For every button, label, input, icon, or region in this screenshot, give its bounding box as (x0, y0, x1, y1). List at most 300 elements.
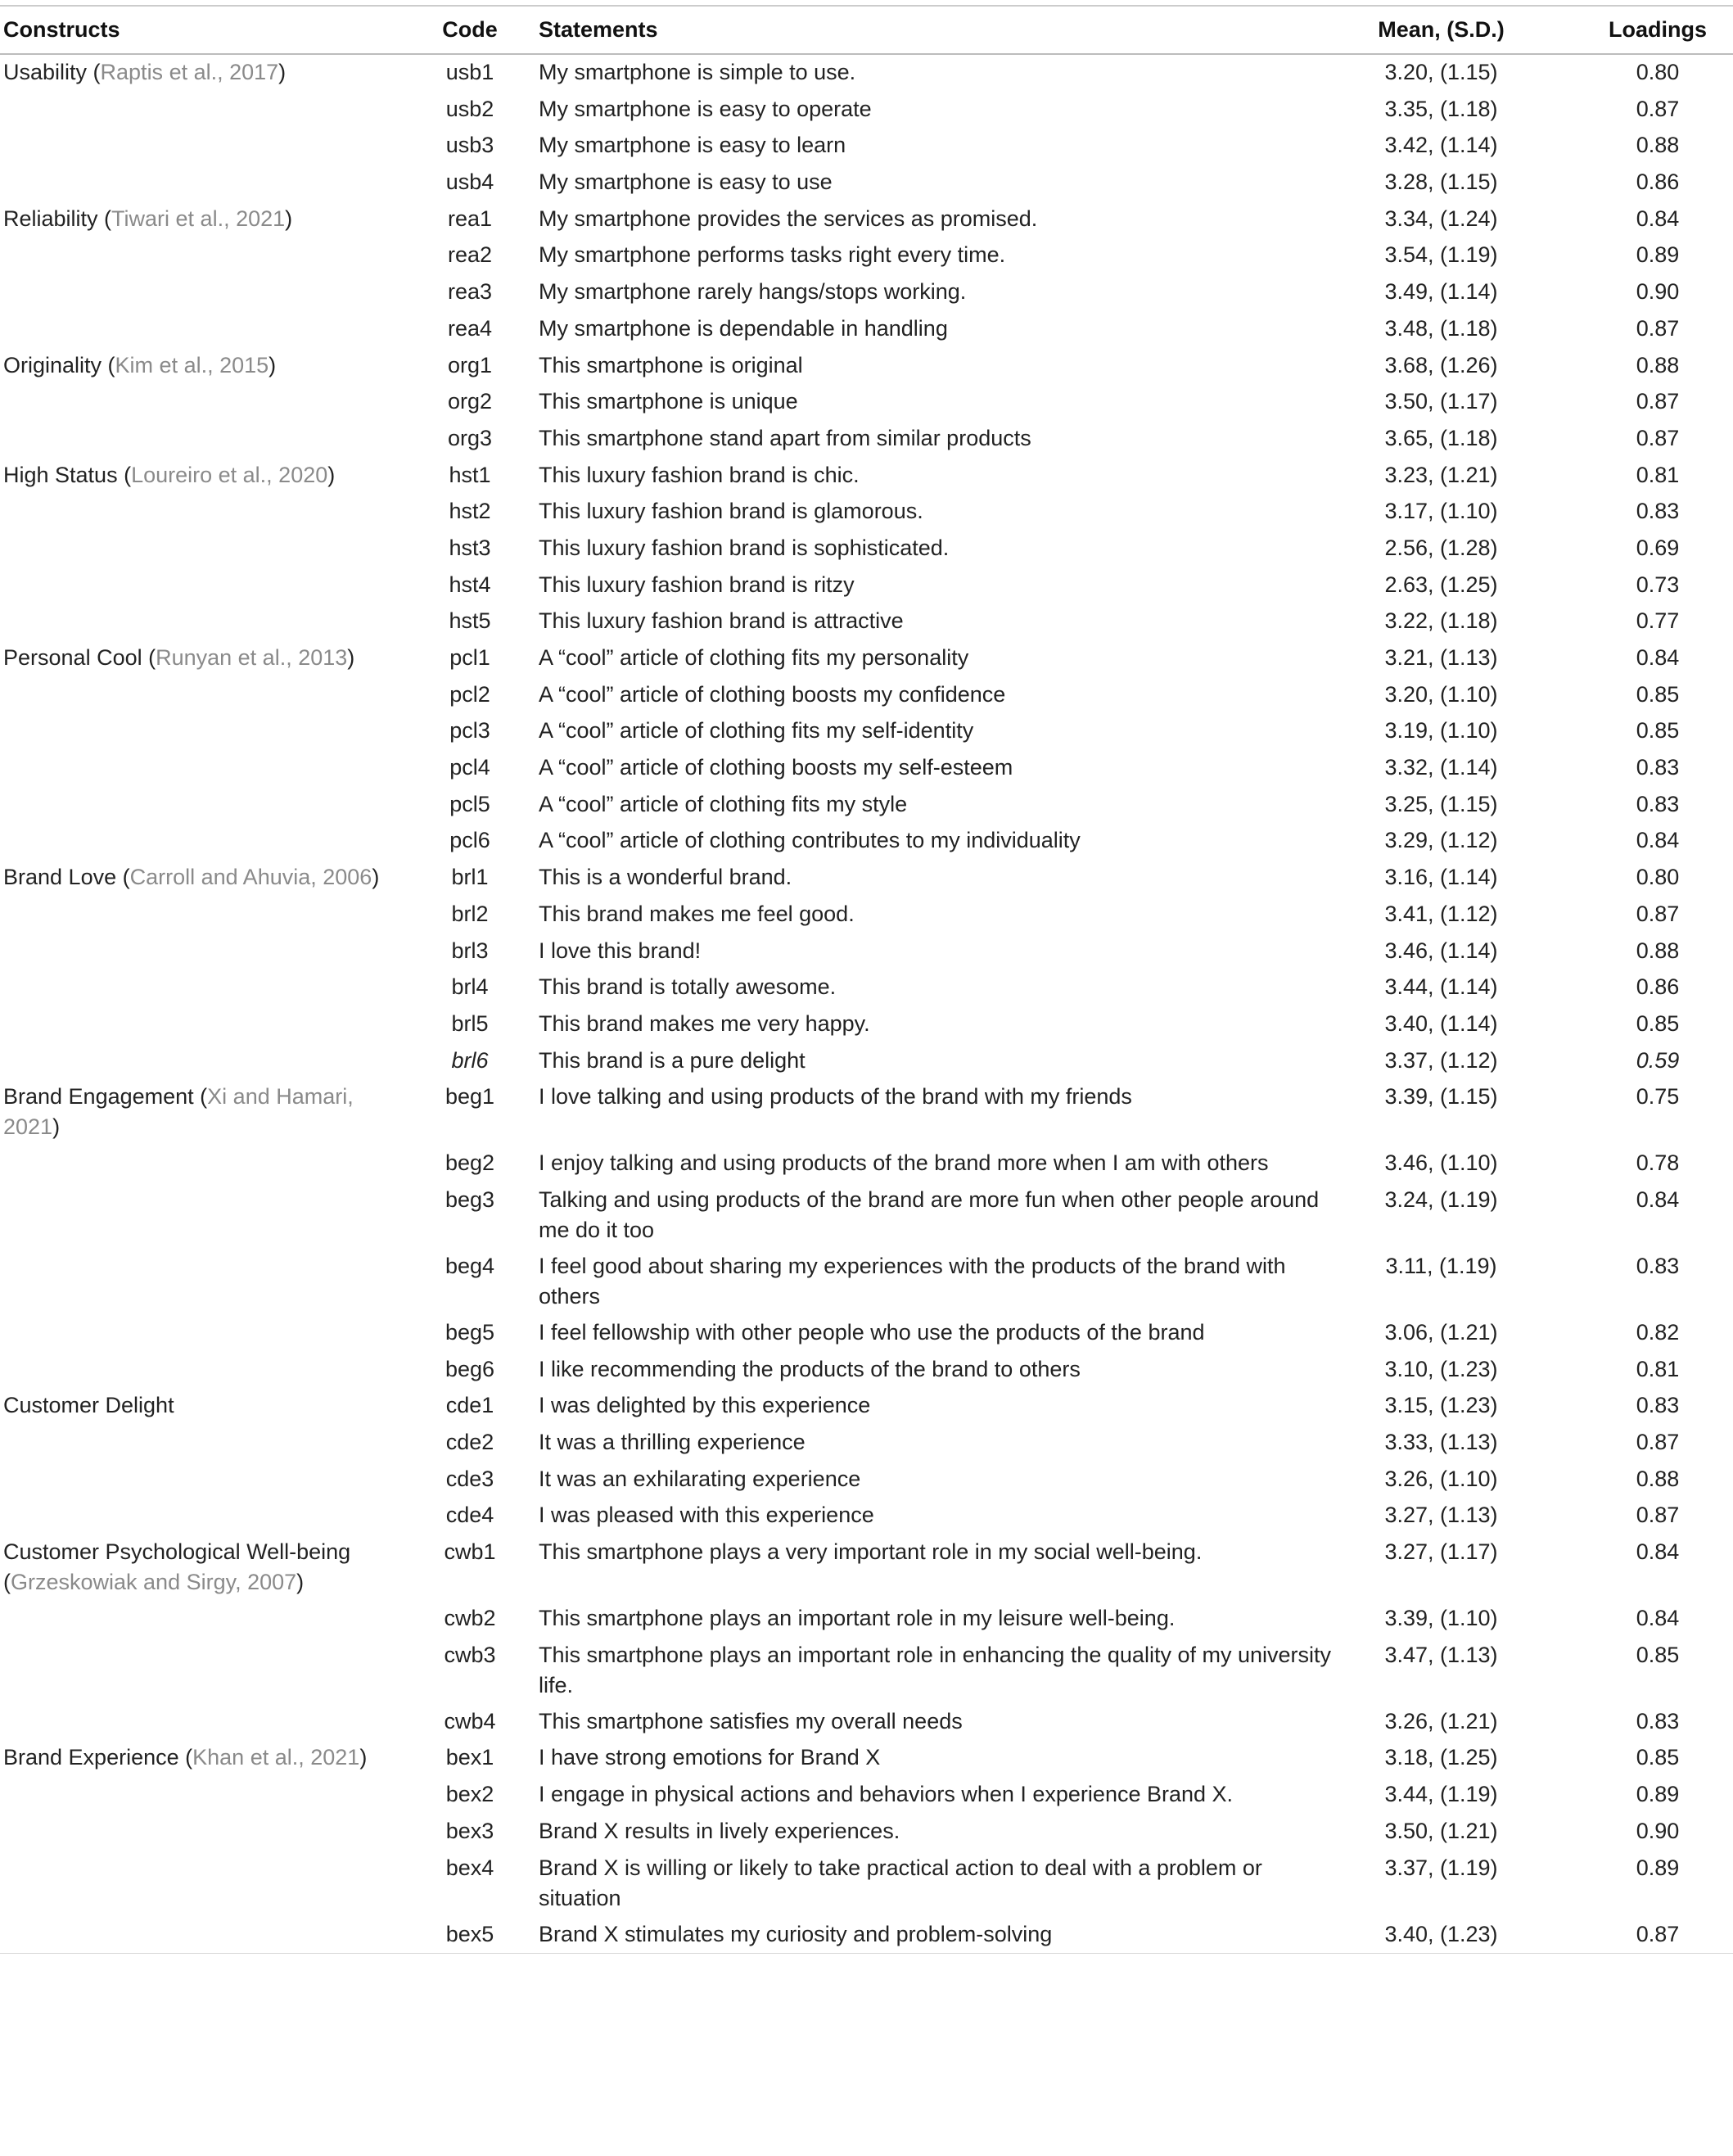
item-loading: 0.85 (1636, 1745, 1680, 1770)
item-code: cwb4 (444, 1708, 496, 1733)
header-statements: Statements (527, 6, 1346, 54)
item-code: org1 (447, 352, 493, 377)
construct-name: High Status (3, 462, 118, 487)
item-code: cwb2 (444, 1606, 496, 1631)
item-code: pcl1 (449, 645, 490, 670)
item-code: bex1 (445, 1745, 494, 1770)
item-statement: A “cool” article of clothing contributes to my individuality (539, 828, 1081, 853)
item-code: rea4 (447, 315, 493, 341)
item-code: bex4 (445, 1855, 494, 1880)
item-statement: My smartphone rarely hangs/stops working. (539, 279, 967, 305)
construct-citation: Raptis et al., 2017 (100, 60, 279, 84)
item-mean-sd: 3.41, (1.12) (1384, 901, 1498, 926)
table-row (0, 750, 1733, 787)
header-constructs: Constructs (0, 6, 413, 54)
construct-citation: Tiwari et al., 2021 (111, 206, 286, 231)
item-mean-sd: 3.44, (1.14) (1384, 974, 1498, 1000)
construct-name: Brand Love (3, 865, 117, 890)
item-mean-sd: 3.20, (1.10) (1384, 681, 1498, 707)
item-statement: My smartphone is easy to learn (539, 133, 846, 158)
item-loading: 0.81 (1636, 462, 1680, 487)
item-loading: 0.90 (1636, 1818, 1680, 1843)
item-statement: This smartphone stand apart from similar products (539, 425, 1031, 450)
item-statement: Talking and using products of the brand are more fun when other people around me do it too (539, 1186, 1320, 1242)
item-statement: My smartphone performs tasks right every time. (539, 242, 1006, 268)
item-loading: 0.82 (1636, 1319, 1680, 1345)
item-loading: 0.73 (1636, 572, 1680, 597)
construct-cell: Brand Experience (Khan et al., 2021) (3, 1745, 368, 1770)
construct-cell (0, 494, 413, 531)
item-loading: 0.75 (1636, 1084, 1680, 1110)
item-loading: 0.89 (1636, 1782, 1680, 1807)
table-row (0, 1352, 1733, 1389)
construct-cell (0, 1814, 413, 1851)
construct-name: Brand Engagement (3, 1084, 194, 1110)
item-code: pcl6 (449, 828, 490, 853)
table-row (0, 1777, 1733, 1814)
item-statement: A “cool” article of clothing fits my personality (539, 645, 969, 670)
construct-cell (0, 713, 413, 750)
construct-cell (0, 1315, 413, 1352)
construct-citation: Carroll and Ahuvia, 2006 (129, 865, 372, 890)
item-loading: 0.84 (1636, 1186, 1680, 1212)
item-loading: 0.87 (1636, 901, 1680, 926)
construct-cell (0, 1851, 413, 1917)
table-row (0, 128, 1733, 165)
item-mean-sd: 3.21, (1.13) (1384, 645, 1498, 670)
item-mean-sd: 3.06, (1.21) (1384, 1319, 1498, 1345)
item-code: cde4 (445, 1503, 494, 1528)
construct-cell (0, 823, 413, 860)
item-mean-sd: 3.26, (1.10) (1384, 1466, 1498, 1491)
item-mean-sd: 3.40, (1.23) (1346, 1917, 1537, 1954)
table-header-row (0, 6, 1733, 54)
item-mean-sd: 3.23, (1.21) (1384, 462, 1498, 487)
item-loading: 0.87 (1636, 425, 1680, 450)
item-statement: A “cool” article of clothing fits my style (539, 791, 908, 816)
construct-name: Usability (3, 60, 88, 84)
item-loading: 0.87 (1636, 96, 1680, 121)
table-row (0, 421, 1733, 458)
item-statement: I like recommending the products of the brand to others (539, 1356, 1081, 1381)
table-row (0, 1315, 1733, 1352)
item-loading: 0.84 (1636, 1606, 1680, 1631)
table-row (0, 567, 1733, 604)
construct-cell (0, 1704, 413, 1741)
construct-citation: Loureiro et al., 2020 (131, 462, 328, 487)
item-mean-sd: 3.48, (1.18) (1384, 315, 1498, 341)
item-statement: This luxury fashion brand is sophisticated. (539, 535, 950, 560)
construct-cell (0, 531, 413, 567)
item-loading: 0.85 (1636, 1010, 1680, 1036)
item-statement: I enjoy talking and using products of the brand more when I am with others (539, 1150, 1269, 1176)
construct-cell (0, 1601, 413, 1638)
item-code: beg5 (445, 1319, 495, 1345)
item-code: bex3 (445, 1818, 494, 1843)
table-row (0, 1182, 1733, 1249)
item-code: usb2 (445, 96, 494, 121)
construct-cell (0, 165, 413, 201)
item-code: hst2 (449, 499, 491, 524)
item-code: beg3 (445, 1186, 495, 1212)
item-statement: A “cool” article of clothing boosts my confidence (539, 681, 1006, 707)
table-row (0, 531, 1733, 567)
item-code: usb3 (445, 133, 494, 158)
construct-name: Customer Psychological Well-being (3, 1539, 351, 1565)
construct-cell (0, 1777, 413, 1814)
item-code: brl1 (451, 865, 489, 890)
item-statement: Brand X stimulates my curiosity and problem-solving (527, 1917, 1346, 1954)
item-code: cwb1 (444, 1539, 496, 1565)
item-mean-sd: 3.20, (1.15) (1384, 60, 1498, 84)
item-loading: 0.85 (1636, 718, 1680, 744)
item-loading: 0.83 (1636, 1708, 1680, 1733)
construct-citation: Runyan et al., 2013 (156, 645, 348, 670)
item-statement: This smartphone plays an important role in enhancing the quality of my university life. (539, 1642, 1331, 1697)
item-code: brl3 (451, 938, 489, 963)
table-row (0, 1851, 1733, 1917)
item-statement: This brand makes me very happy. (539, 1010, 870, 1036)
item-code: org3 (447, 425, 493, 450)
table-row (0, 1535, 1733, 1601)
construct-cell (0, 677, 413, 714)
item-mean-sd: 3.35, (1.18) (1384, 96, 1498, 121)
item-loading: 0.87 (1636, 315, 1680, 341)
item-statement: This brand is totally awesome. (539, 974, 837, 1000)
construct-cell: Reliability (Tiwari et al., 2021) (3, 206, 293, 231)
item-loading: 0.88 (1636, 1466, 1680, 1491)
item-statement: I love this brand! (539, 938, 702, 963)
item-code: cwb3 (444, 1642, 496, 1667)
table-row (0, 677, 1733, 714)
table-row (0, 165, 1733, 201)
construct-cell (0, 1498, 413, 1535)
item-mean-sd: 3.27, (1.13) (1384, 1503, 1498, 1528)
item-statement: I engage in physical actions and behaviors when I experience Brand X. (539, 1782, 1234, 1807)
item-code: beg6 (445, 1356, 495, 1381)
table-row (0, 640, 1733, 677)
item-mean-sd: 3.22, (1.18) (1384, 608, 1498, 634)
item-loading: 0.84 (1636, 1539, 1680, 1565)
item-loading: 0.83 (1636, 1253, 1680, 1278)
item-statement: This luxury fashion brand is attractive (539, 608, 904, 634)
item-loading: 0.88 (1636, 938, 1680, 963)
item-code: brl4 (451, 974, 489, 1000)
item-mean-sd: 3.68, (1.26) (1384, 352, 1498, 377)
construct-name: Brand Experience (3, 1745, 179, 1770)
item-statement: This luxury fashion brand is chic. (539, 462, 860, 487)
item-code: hst4 (449, 572, 491, 597)
item-loading: 0.84 (1636, 828, 1680, 853)
item-code: org2 (447, 389, 493, 414)
table-row (0, 860, 1733, 897)
item-mean-sd: 3.46, (1.10) (1384, 1150, 1498, 1176)
item-mean-sd: 3.50, (1.17) (1384, 389, 1498, 414)
table-row (0, 348, 1733, 385)
construct-cell (0, 128, 413, 165)
table-row (0, 384, 1733, 421)
item-code: bex2 (445, 1782, 494, 1807)
item-code: brl2 (451, 901, 489, 926)
construct-cell: Brand Engagement (Xi and Hamari, 2021) (3, 1084, 354, 1140)
construct-name: Personal Cool (3, 645, 142, 670)
item-code: cde3 (445, 1466, 494, 1491)
item-statement: This smartphone satisfies my overall needs (539, 1708, 963, 1733)
item-loading: 0.87 (1636, 389, 1680, 414)
construct-cell (0, 1146, 413, 1182)
item-mean-sd: 2.63, (1.25) (1384, 572, 1498, 597)
item-mean-sd: 3.49, (1.14) (1384, 279, 1498, 305)
item-code: beg4 (445, 1253, 495, 1278)
item-loading: 0.89 (1636, 1855, 1680, 1880)
table-row (0, 1006, 1733, 1043)
item-loading: 0.78 (1636, 1150, 1680, 1176)
item-code: hst1 (449, 462, 491, 487)
item-loading: 0.90 (1636, 279, 1680, 305)
item-loading: 0.87 (1636, 1503, 1680, 1528)
item-mean-sd: 3.40, (1.14) (1384, 1010, 1498, 1036)
table-body (0, 54, 1733, 1954)
item-code: cde2 (445, 1430, 494, 1454)
construct-cell (0, 787, 413, 824)
item-loading: 0.83 (1636, 791, 1680, 816)
item-statement: This brand makes me feel good. (539, 901, 855, 926)
table-row (0, 1043, 1733, 1080)
construct-cell (0, 750, 413, 787)
table-row (0, 1498, 1733, 1535)
item-statement: It was an exhilarating experience (539, 1466, 861, 1491)
construct-cell (0, 421, 413, 458)
construct-cell (0, 603, 413, 640)
item-mean-sd: 3.46, (1.14) (1384, 938, 1498, 963)
construct-name: Reliability (3, 206, 98, 231)
item-mean-sd: 3.18, (1.25) (1384, 1745, 1498, 1770)
item-code: usb4 (445, 169, 494, 195)
construct-cell (0, 384, 413, 421)
item-statement: This luxury fashion brand is glamorous. (539, 499, 923, 524)
item-statement: My smartphone is simple to use. (539, 60, 856, 84)
table-row (0, 787, 1733, 824)
item-code: beg2 (445, 1150, 495, 1176)
table-row (0, 1425, 1733, 1462)
table-row (0, 1638, 1733, 1704)
item-statement: My smartphone is easy to operate (539, 96, 872, 121)
table-row (0, 1249, 1733, 1315)
table-row (0, 1601, 1733, 1638)
construct-cell (0, 1249, 413, 1315)
item-code: hst3 (449, 535, 491, 560)
item-loading: 0.87 (1636, 1430, 1680, 1454)
item-mean-sd: 3.37, (1.12) (1384, 1047, 1498, 1073)
construct-cell (0, 1043, 413, 1080)
item-code: bex5 (413, 1917, 527, 1954)
table-row (0, 494, 1733, 531)
construct-cell (0, 1388, 413, 1425)
item-loading: 0.83 (1636, 499, 1680, 524)
item-loading: 0.69 (1636, 535, 1680, 560)
item-loading: 0.86 (1636, 974, 1680, 1000)
item-code: pcl3 (449, 718, 490, 744)
construct-name: Originality (3, 352, 102, 377)
construct-cell: Brand Love (Carroll and Ahuvia, 2006) (3, 865, 380, 890)
item-loading: 0.84 (1636, 206, 1680, 231)
construct-cell (0, 1638, 413, 1704)
construct-cell (0, 1425, 413, 1462)
item-loading: 0.81 (1636, 1356, 1680, 1381)
item-statement: My smartphone is dependable in handling (539, 315, 948, 341)
item-mean-sd: 3.17, (1.10) (1384, 499, 1498, 524)
item-code: rea3 (447, 279, 493, 305)
item-mean-sd: 3.19, (1.10) (1384, 718, 1498, 744)
table-row (0, 823, 1733, 860)
construct-cell (0, 567, 413, 604)
item-loading: 0.84 (1636, 645, 1680, 670)
header-mean-sd: Mean, (S.D.) (1346, 6, 1537, 54)
table-row (0, 54, 1733, 92)
table-row (0, 458, 1733, 495)
construct-cell: Customer Psychological Well-being (Grzeskowiak and Sirgy, 2007) (3, 1539, 351, 1595)
item-statement: A “cool” article of clothing fits my self-identity (539, 718, 974, 744)
table-row (0, 311, 1733, 348)
construct-cell (0, 970, 413, 1006)
item-statement: Brand X is willing or likely to take practical action to deal with a problem or situation (539, 1855, 1262, 1910)
item-code: rea1 (447, 206, 493, 231)
construct-cell (0, 311, 413, 348)
item-code: usb1 (445, 60, 494, 84)
item-statement: I love talking and using products of the brand with my friends (539, 1084, 1132, 1110)
item-statement: This smartphone is unique (539, 389, 798, 414)
item-mean-sd: 3.27, (1.17) (1384, 1539, 1498, 1565)
item-statement: I have strong emotions for Brand X (539, 1745, 881, 1770)
item-code: cde1 (445, 1393, 494, 1418)
item-code: brl6 (451, 1047, 489, 1073)
construct-citation: Kim et al., 2015 (115, 352, 269, 377)
construct-citation: Grzeskowiak and Sirgy, 2007 (11, 1570, 297, 1595)
item-mean-sd: 3.44, (1.19) (1384, 1782, 1498, 1807)
item-statement: My smartphone provides the services as promised. (539, 206, 1038, 231)
item-statement: It was a thrilling experience (539, 1430, 806, 1454)
item-statement: This smartphone plays an important role in my leisure well-being. (539, 1606, 1176, 1631)
table-row (0, 1388, 1733, 1425)
item-loading: 0.87 (1537, 1917, 1733, 1954)
item-statement: This smartphone plays a very important role in my social well-being. (539, 1539, 1203, 1565)
table-row (0, 970, 1733, 1006)
construct-cell (0, 933, 413, 970)
item-loading: 0.77 (1636, 608, 1680, 634)
item-mean-sd: 3.16, (1.14) (1384, 865, 1498, 890)
item-statement: This luxury fashion brand is ritzy (539, 572, 855, 597)
construct-cell: Usability (Raptis et al., 2017) (3, 60, 287, 84)
item-mean-sd: 3.11, (1.19) (1385, 1253, 1497, 1278)
item-loading: 0.89 (1636, 242, 1680, 268)
measurement-items-table (0, 5, 1733, 1954)
table-row (0, 274, 1733, 311)
construct-cell (0, 1462, 413, 1498)
construct-cell (0, 92, 413, 129)
construct-citation: Khan et al., 2021 (192, 1745, 360, 1770)
item-mean-sd: 3.26, (1.21) (1384, 1708, 1498, 1733)
table-row (0, 933, 1733, 970)
item-statement: A “cool” article of clothing boosts my self-esteem (539, 755, 1013, 780)
item-statement: My smartphone is easy to use (539, 169, 833, 195)
item-loading: 0.85 (1636, 681, 1680, 707)
table-row (0, 603, 1733, 640)
item-code: hst5 (449, 608, 491, 634)
construct-cell (0, 1352, 413, 1389)
item-statement: This is a wonderful brand. (539, 865, 792, 890)
item-code: brl5 (451, 1010, 489, 1036)
construct-cell (0, 897, 413, 933)
construct-cell: High Status (Loureiro et al., 2020) (3, 462, 336, 487)
item-mean-sd: 3.39, (1.15) (1384, 1084, 1498, 1110)
table-row (0, 1740, 1733, 1777)
item-loading: 0.59 (1636, 1047, 1680, 1073)
construct-cell (0, 1006, 413, 1043)
item-mean-sd: 3.39, (1.10) (1384, 1606, 1498, 1631)
item-loading: 0.80 (1636, 865, 1680, 890)
item-mean-sd: 3.54, (1.19) (1384, 242, 1498, 268)
item-statement: I feel fellowship with other people who use the products of the brand (539, 1319, 1205, 1345)
item-mean-sd: 3.33, (1.13) (1384, 1430, 1498, 1454)
item-code: pcl5 (449, 791, 490, 816)
item-code: beg1 (445, 1084, 495, 1110)
item-mean-sd: 3.25, (1.15) (1384, 791, 1498, 816)
construct-cell: Personal Cool (Runyan et al., 2013) (3, 645, 355, 670)
item-mean-sd: 3.10, (1.23) (1384, 1356, 1498, 1381)
table-row (0, 1462, 1733, 1498)
table-row (0, 713, 1733, 750)
item-mean-sd: 3.24, (1.19) (1384, 1186, 1498, 1212)
construct-cell (0, 237, 413, 274)
item-code: rea2 (447, 242, 493, 268)
construct-citation: Xi and Hamari, 2021 (3, 1084, 354, 1140)
item-statement: This brand is a pure delight (539, 1047, 806, 1073)
item-loading: 0.88 (1636, 133, 1680, 158)
construct-name: Customer Delight (3, 1393, 174, 1418)
item-loading: 0.80 (1636, 60, 1680, 84)
item-loading: 0.86 (1636, 169, 1680, 195)
item-mean-sd: 3.50, (1.21) (1384, 1818, 1498, 1843)
item-loading: 0.83 (1636, 755, 1680, 780)
table-row (0, 1814, 1733, 1851)
item-mean-sd: 3.28, (1.15) (1384, 169, 1498, 195)
item-loading: 0.83 (1636, 1393, 1680, 1418)
table-row (0, 237, 1733, 274)
table-row (0, 201, 1733, 238)
item-statement: Brand X results in lively experiences. (539, 1818, 900, 1843)
table-row (0, 1146, 1733, 1182)
header-code: Code (413, 6, 527, 54)
item-mean-sd: 3.15, (1.23) (1384, 1393, 1498, 1418)
item-statement: I feel good about sharing my experiences with the products of the brand with others (539, 1253, 1286, 1309)
item-statement: This smartphone is original (539, 352, 803, 377)
item-mean-sd: 3.29, (1.12) (1384, 828, 1498, 853)
item-mean-sd: 3.32, (1.14) (1384, 755, 1498, 780)
item-code: pcl4 (449, 755, 490, 780)
item-mean-sd: 3.47, (1.13) (1384, 1642, 1498, 1667)
item-loading: 0.85 (1636, 1642, 1680, 1667)
table-row (0, 92, 1733, 129)
table-row (0, 897, 1733, 933)
item-mean-sd: 3.37, (1.19) (1384, 1855, 1498, 1880)
table-row (0, 1704, 1733, 1741)
construct-cell (0, 274, 413, 311)
item-loading: 0.88 (1636, 352, 1680, 377)
header-loadings: Loadings (1537, 6, 1733, 54)
construct-cell (0, 1182, 413, 1249)
item-mean-sd: 3.42, (1.14) (1384, 133, 1498, 158)
table-row (0, 1917, 1733, 1954)
